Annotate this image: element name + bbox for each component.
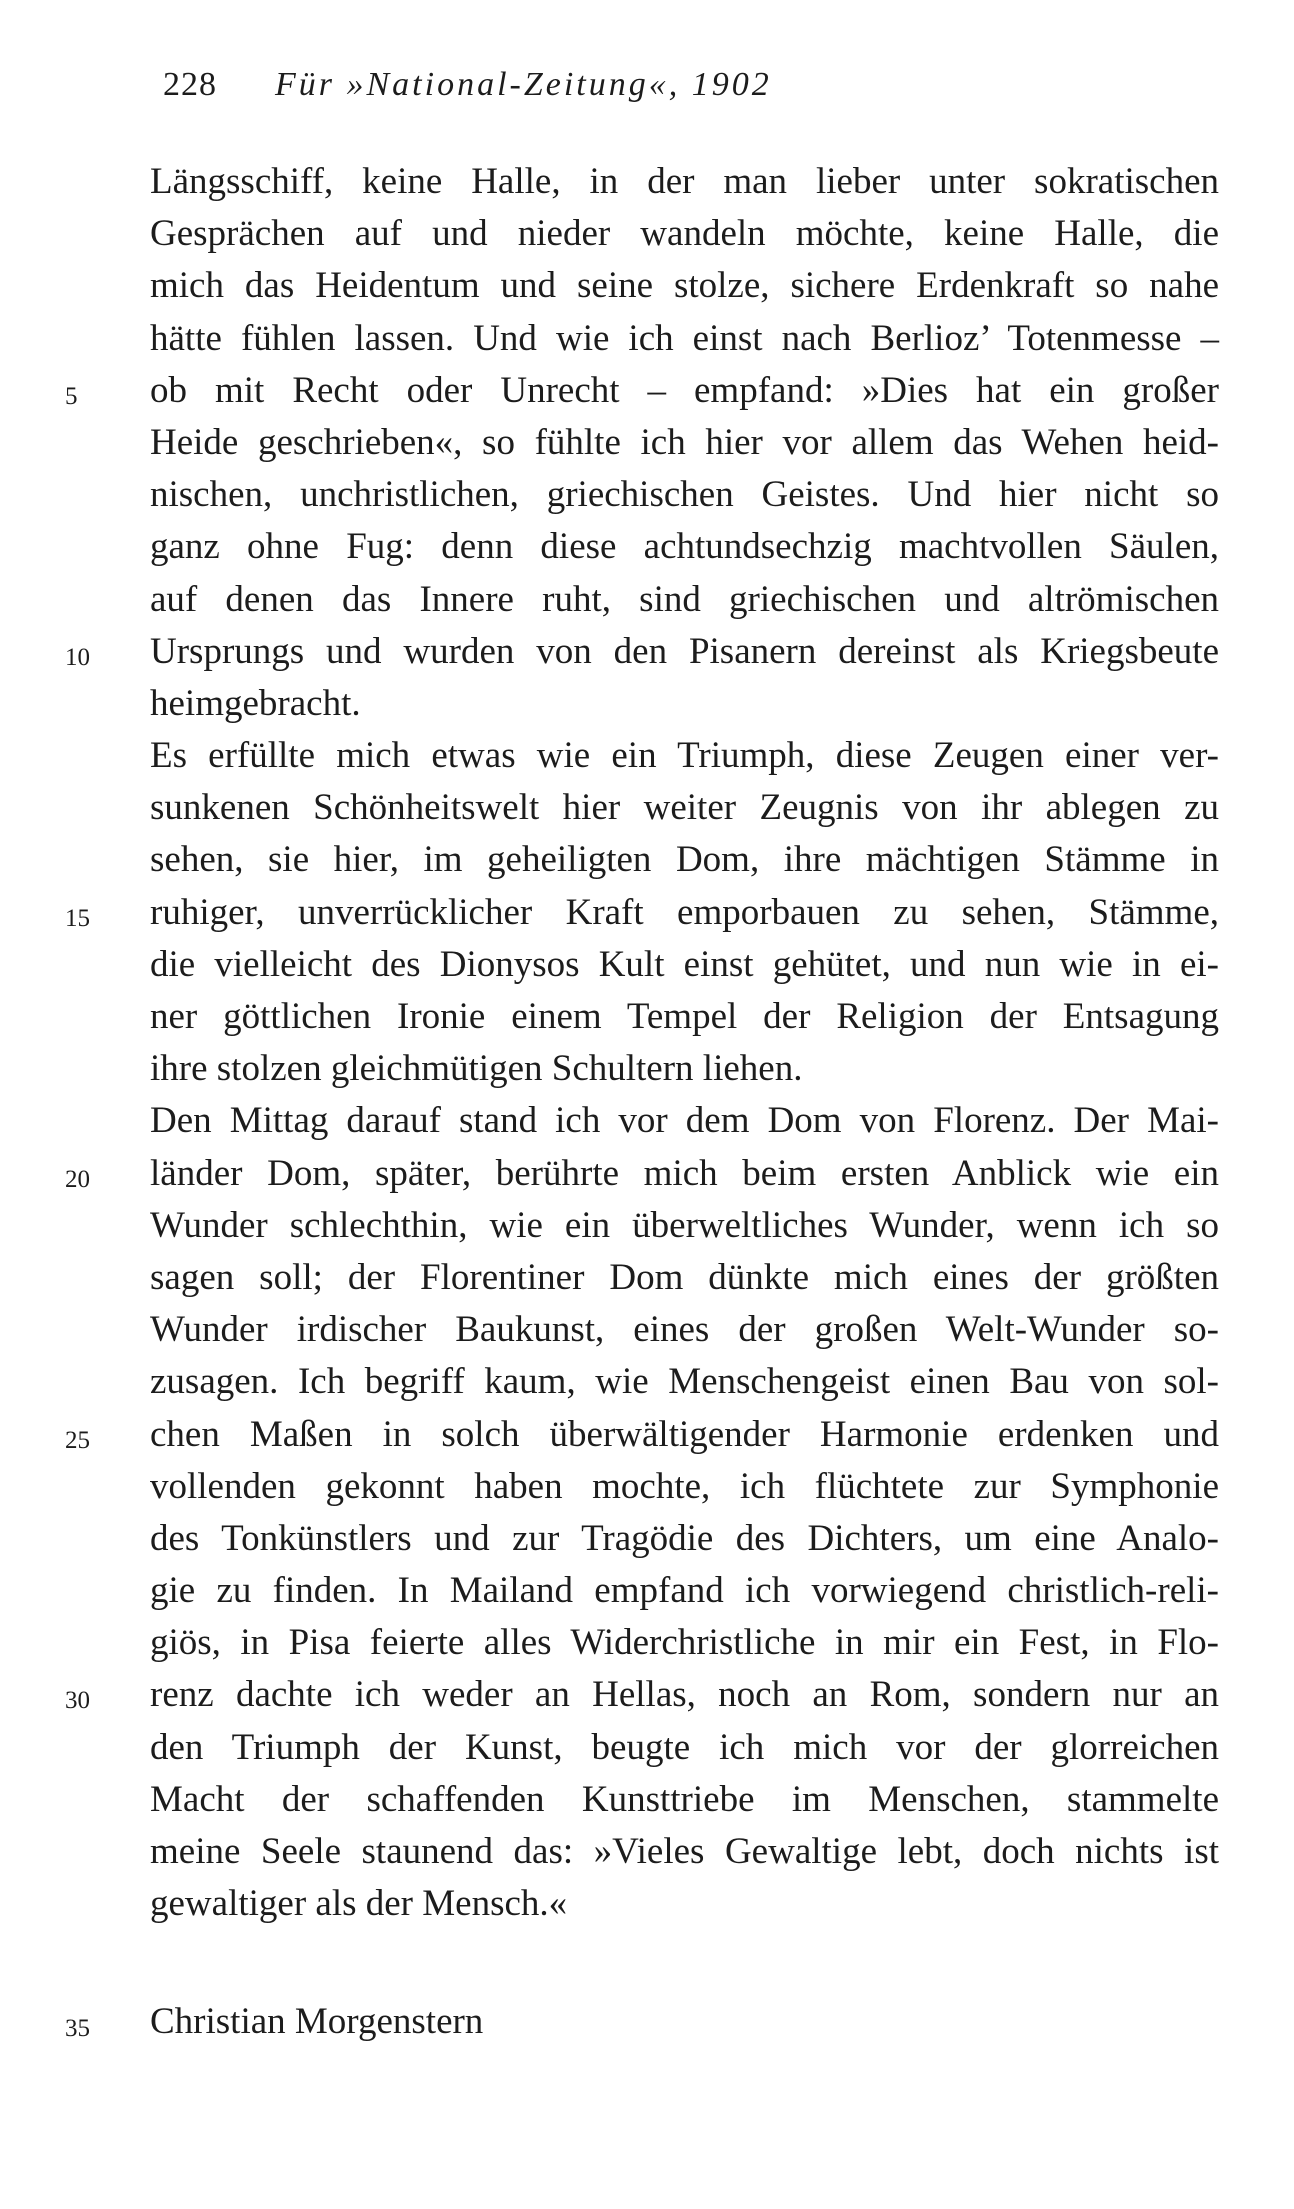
line-number: 25 bbox=[65, 1426, 90, 1454]
line-text: sehen, sie hier, im geheiligten Dom, ihre mächtigen Stämme in bbox=[150, 839, 1219, 881]
line-number: 15 bbox=[65, 904, 90, 932]
line-text: chen Maßen in solch überwältigender Harmonie erdenken und bbox=[150, 1413, 1219, 1455]
line-text: Wunder schlechthin, wie ein überweltliches Wunder, wenn ich so bbox=[150, 1204, 1219, 1246]
line-text: ner göttlichen Ironie einem Tempel der Religion der Entsagung bbox=[150, 996, 1219, 1037]
text-line bbox=[150, 1774, 1219, 1826]
line-text: Ursprungs und wurden von den Pisanern dereinst als Kriegsbeute bbox=[150, 630, 1219, 672]
text-line bbox=[150, 1461, 1219, 1513]
page-number: 228 bbox=[163, 66, 217, 103]
line-text: Längsschiff, keine Halle, in der man lieber unter sokratischen bbox=[150, 161, 1219, 202]
line-text: Es erfüllte mich etwas wie ein Triumph, diese Zeugen einer ver- bbox=[150, 735, 1219, 777]
text-line bbox=[150, 1200, 1219, 1252]
text-line bbox=[150, 939, 1219, 991]
header-title: Für »National-Zeitung«, 1902 bbox=[275, 66, 772, 103]
line-text: Gesprächen auf und nieder wandeln möchte, keine Halle, die bbox=[150, 213, 1219, 255]
line-text: meine Seele staunend das: »Vieles Gewaltige lebt, doch nichts ist bbox=[150, 1831, 1219, 1872]
text-line bbox=[150, 156, 1219, 208]
text-line bbox=[150, 991, 1219, 1043]
text-line bbox=[65, 365, 1219, 417]
text-line bbox=[150, 1826, 1219, 1878]
author-signature: Christian Morgenstern bbox=[150, 2001, 484, 2042]
line-text: gie zu finden. In Mailand empfand ich vorwiegend christlich-reli- bbox=[150, 1570, 1219, 1612]
text-line bbox=[150, 1878, 1219, 1930]
text-line bbox=[150, 834, 1219, 886]
line-text: auf denen das Innere ruht, sind griechischen und altrömischen bbox=[150, 578, 1219, 620]
line-text: die vielleicht des Dionysos Kult einst gehütet, und nun wie in ei- bbox=[150, 943, 1219, 985]
text-line bbox=[65, 626, 1219, 678]
line-text: Macht der schaffenden Kunsttriebe im Menschen, stammelte bbox=[150, 1778, 1219, 1820]
line-text: vollenden gekonnt haben mochte, ich flüchtete zur Symphonie bbox=[150, 1465, 1219, 1507]
line-text: länder Dom, später, berührte mich beim ersten Anblick wie ein bbox=[150, 1152, 1219, 1194]
line-text: sagen soll; der Florentiner Dom dünkte mich eines der größten bbox=[150, 1256, 1219, 1298]
line-number: 30 bbox=[65, 1687, 90, 1715]
line-text: ihre stolzen gleichmütigen Schultern liehen. bbox=[150, 1048, 803, 1090]
line-text: hätte fühlen lassen. Und wie ich einst nach Berlioz’ Totenmesse – bbox=[150, 317, 1219, 359]
line-text: gewaltiger als der Mensch.« bbox=[150, 1883, 568, 1925]
text-line bbox=[65, 887, 1219, 939]
text-line bbox=[150, 574, 1219, 626]
text-line bbox=[150, 1617, 1219, 1669]
text-line bbox=[150, 208, 1219, 260]
line-text: giös, in Pisa feierte alles Widerchristliche in mir ein Fest, in Flo- bbox=[150, 1622, 1219, 1664]
text-line bbox=[150, 1095, 1219, 1147]
line-number: 5 bbox=[65, 382, 78, 410]
text-line bbox=[65, 1148, 1219, 1200]
text-line bbox=[150, 469, 1219, 521]
line-text: nischen, unchristlichen, griechischen Geistes. Und hier nicht so bbox=[150, 474, 1219, 516]
line-text: zusagen. Ich begriff kaum, wie Menschengeist einen Bau von sol- bbox=[150, 1361, 1219, 1403]
text-line bbox=[150, 417, 1219, 469]
line-text: des Tonkünstlers und zur Tragödie des Dichters, um eine Analo- bbox=[150, 1517, 1219, 1559]
line-text: ob mit Recht oder Unrecht – empfand: »Dies hat ein großer bbox=[150, 369, 1219, 411]
line-number: 35 bbox=[65, 2015, 90, 2042]
line-text: mich das Heidentum und seine stolze, sichere Erdenkraft so nahe bbox=[150, 265, 1219, 307]
line-text: sunkenen Schönheitswelt hier weiter Zeugnis von ihr ablegen zu bbox=[150, 787, 1219, 829]
text-line bbox=[150, 1513, 1219, 1565]
line-text: ruhiger, unverrücklicher Kraft emporbauen zu sehen, Stämme, bbox=[150, 891, 1219, 933]
line-text: den Triumph der Kunst, beugte ich mich vor der glorreichen bbox=[150, 1726, 1219, 1768]
line-text: Wunder irdischer Baukunst, eines der großen Welt-Wunder so- bbox=[150, 1309, 1219, 1351]
text-line bbox=[150, 521, 1219, 573]
running-head bbox=[163, 66, 772, 104]
line-text: heimgebracht. bbox=[150, 682, 361, 724]
text-line bbox=[150, 1565, 1219, 1617]
body-text bbox=[65, 156, 1219, 1930]
text-line bbox=[150, 782, 1219, 834]
text-line bbox=[150, 1356, 1219, 1408]
line-text: renz dachte ich weder an Hellas, noch an Rom, sondern nur an bbox=[150, 1674, 1219, 1716]
line-text: ganz ohne Fug: denn diese achtundsechzig machtvollen Säulen, bbox=[150, 526, 1219, 568]
line-number: 10 bbox=[65, 643, 90, 671]
text-line bbox=[150, 1722, 1219, 1774]
text-line bbox=[65, 1669, 1219, 1721]
text-line bbox=[150, 730, 1219, 782]
line-number: 20 bbox=[65, 1165, 90, 1193]
text-line bbox=[150, 1252, 1219, 1304]
text-line bbox=[150, 678, 1219, 730]
text-line bbox=[150, 1043, 1219, 1095]
line-text: Heide geschrieben«, so fühlte ich hier vor allem das Wehen heid- bbox=[150, 421, 1219, 463]
text-line bbox=[150, 313, 1219, 365]
text-line bbox=[150, 1304, 1219, 1356]
text-line bbox=[65, 1409, 1219, 1461]
text-line bbox=[150, 260, 1219, 312]
line-text: Den Mittag darauf stand ich vor dem Dom von Florenz. Der Mai- bbox=[150, 1100, 1219, 1142]
